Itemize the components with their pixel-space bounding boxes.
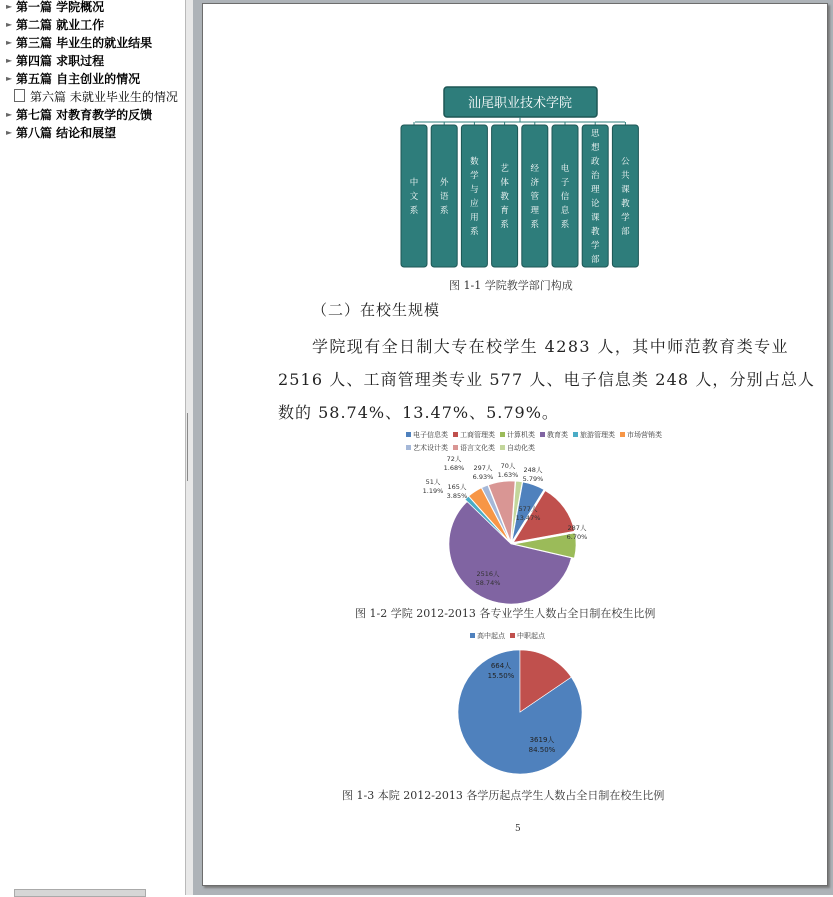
- expand-arrow-icon[interactable]: ►: [6, 74, 13, 83]
- chart1-label-5: 51人: [425, 478, 441, 486]
- chart2-legend: [465, 631, 545, 641]
- chart2-label-1: 3619人: [529, 736, 555, 744]
- nav-item-5[interactable]: [6, 70, 140, 88]
- chart2-percent-2: 15.50%: [487, 672, 515, 680]
- chart2: [458, 650, 582, 774]
- nav-item-8[interactable]: [6, 124, 116, 142]
- org-dept-box-8: [612, 125, 638, 267]
- chart1-legend-item-1: 电子信息类: [413, 431, 448, 439]
- expand-arrow-icon[interactable]: ►: [6, 128, 13, 137]
- nav-item-label: 第二篇 就业工作: [16, 18, 105, 32]
- org-dept-label-char: 子: [560, 178, 570, 188]
- org-dept-label-char: 数: [470, 157, 479, 167]
- org-dept-label-char: 学: [470, 171, 479, 181]
- nav-horizontal-scrollbar[interactable]: [14, 889, 146, 897]
- org-dept-label-char: 与: [470, 185, 479, 195]
- legend-swatch: [470, 633, 475, 638]
- org-dept-label-char: 论: [590, 199, 600, 209]
- chart1-label-8: 297人: [473, 464, 493, 472]
- org-dept-label-char: 艺: [500, 164, 509, 174]
- chart1-label-4: 2516人: [476, 570, 500, 578]
- org-dept-label-char: 系: [470, 227, 479, 237]
- chart1-legend-item-9: 自动化类: [507, 444, 535, 452]
- org-dept-label-char: 系: [560, 220, 570, 230]
- chart1-legend-item-2: 工商管理类: [460, 431, 495, 439]
- chart2-label-2: 664人: [490, 662, 512, 670]
- org-dept-label-char: 经: [530, 164, 540, 174]
- chart1-legend-item-7: 艺术设计类: [413, 444, 448, 452]
- expand-arrow-icon[interactable]: ►: [6, 2, 13, 11]
- org-dept-label-char: 外: [439, 178, 449, 188]
- org-dept-label-char: 息: [560, 206, 570, 216]
- legend-swatch: [500, 432, 505, 437]
- org-dept-label-char: 教: [621, 199, 630, 209]
- expand-arrow-icon[interactable]: ►: [6, 20, 13, 29]
- chart2-percent-1: 84.50%: [528, 746, 556, 754]
- legend-swatch: [620, 432, 625, 437]
- org-dept-label-char: 学: [590, 241, 600, 251]
- org-dept-box-3: [461, 125, 487, 267]
- org-dept-label-char: 文: [409, 192, 419, 202]
- org-dept-label-char: 共: [621, 171, 630, 181]
- nav-item-label: 第八篇 结论和展望: [16, 126, 117, 140]
- body-line-3: 数的 58.74%、13.47%、5.79%。: [278, 403, 559, 422]
- chart1-label-7: 72人: [446, 455, 462, 463]
- org-dept-label-char: 部: [621, 227, 630, 237]
- nav-item-label: 第七篇 对教育教学的反馈: [16, 108, 153, 122]
- org-dept-label-char: 学: [621, 213, 630, 223]
- chart1-legend-item-6: 市场营销类: [627, 431, 662, 439]
- page-number: 5: [515, 824, 521, 834]
- expand-arrow-icon[interactable]: ►: [6, 56, 13, 65]
- chart1-legend-item-4: 教育类: [547, 431, 568, 439]
- document-page: [202, 3, 828, 886]
- document-icon: [14, 89, 25, 102]
- org-dept-label-char: 想: [590, 143, 600, 153]
- chart1-legend: [401, 429, 671, 455]
- org-dept-label-char: 思: [590, 129, 600, 139]
- chart1-percent-3: 6.70%: [566, 533, 588, 541]
- org-dept-label-char: 系: [500, 220, 509, 230]
- legend-swatch: [453, 432, 458, 437]
- org-chart: [401, 87, 638, 267]
- org-dept-label-char: 公: [621, 157, 630, 167]
- nav-item-label: 第六篇 未就业毕业生的情况: [30, 90, 178, 104]
- chart1-label-6: 165人: [447, 483, 467, 491]
- org-dept-label-char: 体: [500, 178, 509, 188]
- chart2-caption: 图 1-3 本院 2012-2013 各学历起点学生人数占全日制在校生比例: [342, 789, 665, 802]
- legend-swatch: [573, 432, 578, 437]
- org-dept-label-char: 管: [530, 192, 540, 202]
- chart1-legend-item-8: 语言文化类: [460, 444, 495, 452]
- legend-swatch: [510, 633, 515, 638]
- chart1-legend-item-3: 计算机类: [507, 431, 535, 439]
- chart1-percent-4: 58.74%: [475, 579, 501, 587]
- org-dept-label-char: 治: [590, 171, 600, 181]
- org-chart-caption: 图 1-1 学院教学部门构成: [449, 279, 573, 292]
- org-dept-label-char: 理: [530, 206, 540, 216]
- nav-item-6[interactable]: [14, 88, 178, 106]
- nav-item-3[interactable]: [6, 34, 152, 52]
- nav-item-label: 第一篇 学院概况: [16, 0, 105, 14]
- org-dept-label-char: 课: [590, 213, 600, 223]
- org-dept-label-char: 政: [590, 157, 600, 167]
- chart1-percent-9: 1.63%: [497, 471, 519, 479]
- expand-arrow-icon[interactable]: ►: [6, 110, 13, 119]
- navigation-pane: [0, 0, 186, 895]
- nav-item-4[interactable]: [6, 52, 104, 70]
- chart2-legend-item-2: 中职起点: [517, 632, 545, 640]
- nav-item-1[interactable]: [6, 0, 104, 16]
- chart1: [446, 481, 576, 604]
- section-heading: （二）在校生规模: [312, 301, 441, 319]
- nav-item-2[interactable]: [6, 16, 104, 34]
- org-dept-label-char: 用: [470, 213, 479, 223]
- org-dept-label-char: 语: [439, 192, 449, 202]
- chart1-label-1: 248人: [523, 466, 543, 474]
- org-dept-label-char: 系: [409, 206, 419, 216]
- chart1-label-3: 287人: [567, 524, 587, 532]
- body-line-1: 学院现有全日制大专在校学生 4283 人，其中师范教育类专业: [312, 337, 789, 356]
- org-dept-label-char: 课: [621, 185, 630, 195]
- org-dept-label-char: 电: [560, 164, 570, 174]
- expand-arrow-icon[interactable]: ►: [6, 38, 13, 47]
- chart1-percent-1: 5.79%: [522, 475, 544, 483]
- chart1-caption: 图 1-2 学院 2012-2013 各专业学生人数占全日制在校生比例: [355, 607, 656, 620]
- chart1-percent-2: 13.47%: [515, 514, 541, 522]
- org-dept-label-char: 教: [590, 227, 600, 237]
- org-dept-label-char: 系: [530, 220, 540, 230]
- org-dept-label-char: 济: [530, 178, 540, 188]
- legend-swatch: [540, 432, 545, 437]
- org-dept-label-char: 育: [500, 206, 509, 216]
- chart1-legend-item-5: 旅游管理类: [580, 431, 615, 439]
- org-dept-label-char: 部: [590, 255, 600, 265]
- nav-item-label: 第三篇 毕业生的就业结果: [16, 36, 153, 50]
- legend-swatch: [406, 445, 411, 450]
- chart1-percent-7: 1.68%: [443, 464, 465, 472]
- org-dept-label-char: 应: [470, 199, 479, 209]
- chart1-percent-8: 6.93%: [472, 473, 494, 481]
- org-root-label: 汕尾职业技术学院: [467, 96, 573, 111]
- legend-swatch: [406, 432, 411, 437]
- chart1-label-2: 577人: [518, 505, 538, 513]
- chart1-percent-5: 1.19%: [422, 487, 444, 495]
- legend-swatch: [500, 445, 505, 450]
- chart1-label-9: 70人: [500, 462, 516, 470]
- legend-swatch: [453, 445, 458, 450]
- org-dept-label-char: 教: [500, 192, 509, 202]
- nav-item-label: 第五篇 自主创业的情况: [16, 72, 141, 86]
- org-dept-label-char: 理: [590, 185, 600, 195]
- body-line-2: 2516 人、工商管理类专业 577 人、电子信息类 248 人，分别占总人: [278, 370, 816, 389]
- org-dept-label-char: 中: [409, 178, 419, 188]
- org-dept-label-char: 系: [439, 206, 449, 216]
- nav-item-label: 第四篇 求职过程: [16, 54, 105, 68]
- nav-item-7[interactable]: [6, 106, 152, 124]
- chart1-percent-6: 3.85%: [446, 492, 468, 500]
- org-dept-label-char: 信: [560, 192, 570, 202]
- chart2-legend-item-1: 高中起点: [477, 632, 505, 640]
